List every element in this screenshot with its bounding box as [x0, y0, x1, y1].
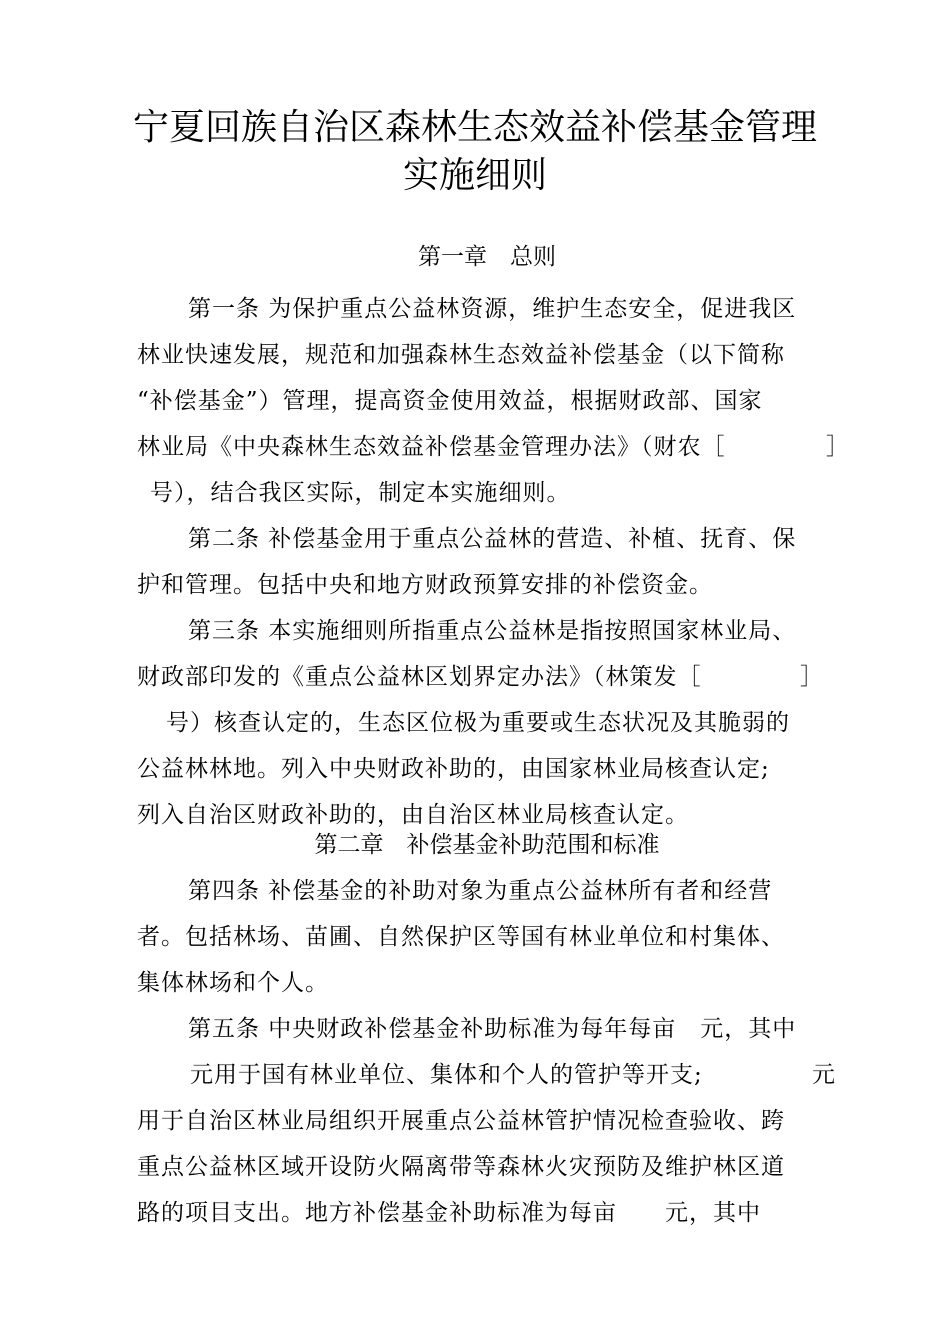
article-1-line-5: 号），结合我区实际，制定本实施细则。: [150, 480, 571, 506]
chapter-1-heading: 第一章 总则: [418, 244, 556, 270]
article-1-line-3: “补偿基金”）管理，提高资金使用效益，根据财政部、国家: [137, 388, 763, 414]
article-5-line-3: 用于自治区林业局组织开展重点公益林管护情况检查验收、跨: [137, 1108, 785, 1134]
article-1-line-4: 林业局《中央森林生态效益补偿基金管理办法》（财农［: [137, 434, 726, 460]
article-3-line-1: 第三条 本实施细则所指重点公益林是指按照国家林业局、: [188, 618, 797, 644]
article-2-line-1: 第二条 补偿基金用于重点公益林的营造、补植、抚育、保: [188, 526, 797, 552]
article-3-line-3: 号）核查认定的，生态区位极为重要或生态状况及其脆弱的: [166, 710, 790, 736]
article-1-line-4-bracket: ］: [826, 434, 850, 460]
article-4-line-2: 者。包括林场、苗圃、自然保护区等国有林业单位和村集体、: [137, 924, 785, 950]
article-5-line-2-unit: 元: [812, 1062, 836, 1088]
chapter-2-heading: 第二章 补偿基金补助范围和标准: [314, 832, 660, 858]
article-3-line-5: 列入自治区财政补助的，由自治区林业局核查认定。: [137, 802, 689, 828]
article-3-line-2-bracket: ］: [800, 664, 824, 690]
article-5-line-4: 重点公益林区域开设防火隔离带等森林火灾预防及维护林区道: [137, 1154, 785, 1180]
article-1-line-1: 第一条 为保护重点公益林资源，维护生态安全，促进我区: [188, 296, 797, 322]
article-3-line-4: 公益林林地。列入中央财政补助的，由国家林业局核查认定;: [137, 756, 770, 782]
article-4-line-3: 集体林场和个人。: [137, 970, 329, 996]
document-title-line-2: 实施细则: [402, 155, 547, 196]
article-5-line-2: 元用于国有林业单位、集体和个人的管护等开支;: [190, 1062, 703, 1088]
article-2-line-2: 护和管理。包括中央和地方财政预算安排的补偿资金。: [137, 572, 713, 598]
article-3-line-2: 财政部印发的《重点公益林区划界定办法》（林策发［: [137, 664, 702, 690]
article-4-line-1: 第四条 补偿基金的补助对象为重点公益林所有者和经营: [188, 878, 773, 904]
article-5-line-5: 路的项目支出。地方补偿基金补助标准为每亩 元，其中: [137, 1200, 761, 1226]
article-5-line-1: 第五条 中央财政补偿基金补助标准为每年每亩 元，其中: [188, 1016, 797, 1042]
document-title-line-1: 宁夏回族自治区森林生态效益补偿基金管理: [132, 107, 817, 148]
article-1-line-2: 林业快速发展，规范和加强森林生态效益补偿基金（以下简称: [137, 342, 785, 368]
